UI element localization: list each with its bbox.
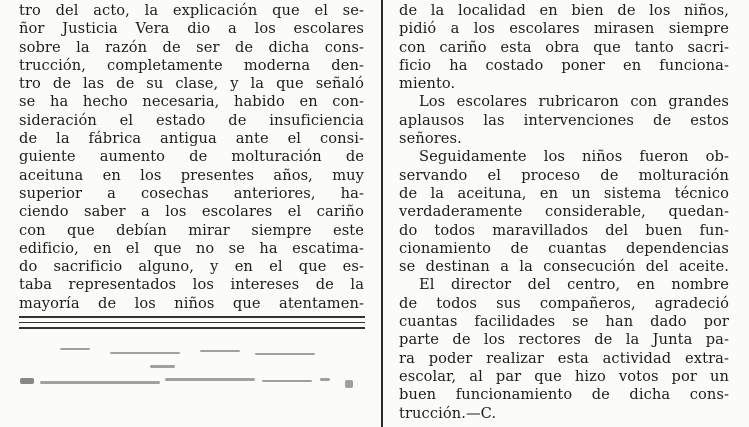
section-divider-rule-lower — [19, 327, 365, 329]
right-line-8: señores. — [399, 130, 462, 148]
section-divider-rule-thin — [19, 322, 365, 323]
left-line-15: do sacrificio alguno, y en el que es- — [19, 258, 364, 276]
right-line-2: pidió a los escolares mirasen siempre — [399, 20, 729, 38]
right-line-16: El director del centro, en nombre — [419, 276, 729, 294]
left-line-17: mayoría de los niños que atentamen- — [19, 294, 364, 312]
left-line-9: guiente aumento de molturación de — [19, 148, 364, 166]
right-line-19: parte de los rectores de la Junta pa- — [399, 331, 729, 349]
left-column — [19, 2, 364, 313]
right-line-13: do todos maravillados del buen fun- — [399, 221, 729, 239]
left-line-3: sobre la razón de ser de dicha cons- — [19, 38, 364, 56]
right-line-1: de la localidad en bien de los niños, — [399, 2, 729, 19]
left-line-6: se ha hecho necesaria, habido en con- — [19, 93, 364, 111]
left-line-8: de la fábrica antigua ante el consi- — [19, 130, 364, 148]
left-line-1: tro del acto, la explicación que el se- — [19, 2, 364, 19]
left-line-5: tro de las de su clase, y la que señaló — [19, 75, 364, 93]
right-line-12: verdaderamente considerable, quedan- — [399, 203, 729, 221]
right-line-9: Seguidamente los niños fueron ob- — [419, 148, 729, 166]
right-line-4: ficio ha costado poner en funciona- — [399, 56, 729, 74]
right-line-17: de todos sus compañeros, agradeció — [399, 294, 729, 312]
right-column — [399, 2, 729, 423]
right-line-22: buen funcionamiento de dicha cons- — [399, 386, 729, 404]
right-line-5: miento. — [399, 75, 456, 93]
section-divider-rule — [19, 316, 365, 318]
right-line-20: ra poder realizar esta actividad extra- — [399, 349, 729, 367]
right-line-15: se destinan a la consecución del aceite. — [399, 258, 729, 276]
left-line-11: superior a cosechas anteriores, ha- — [19, 184, 364, 202]
column-separator — [381, 0, 383, 427]
left-line-7: sideración el estado de insuficiencia — [19, 111, 364, 129]
right-line-6: Los escolares rubricaron con grandes — [419, 93, 729, 111]
right-line-3: con cariño esta obra que tanto sacri- — [399, 38, 729, 56]
left-line-12: ciendo saber a los escolares el cariño — [19, 203, 364, 221]
right-line-11: de la aceituna, en un sistema técnico — [399, 184, 729, 202]
right-line-18: cuantas facilidades se han dado por — [399, 313, 729, 331]
left-line-13: con que debían mirar siempre este — [19, 221, 364, 239]
right-line-7: aplausos las intervenciones de estos — [399, 111, 729, 129]
right-line-10: servando el proceso de molturación — [399, 166, 729, 184]
right-line-23: trucción.—C. — [399, 404, 497, 422]
right-line-21: escolar, al par que hizo votos por un — [399, 367, 729, 385]
left-line-16: taba representados los intereses de la — [19, 276, 364, 294]
left-line-4: trucción, completamente moderna den- — [19, 56, 364, 74]
left-line-14: edificio, en el que no se ha escatima- — [19, 239, 364, 257]
right-line-14: cionamiento de cuantas dependencias — [399, 239, 729, 257]
left-line-10: aceituna en los presentes años, muy — [19, 166, 364, 184]
left-line-2: ñor Justicia Vera dio a los escolares — [19, 20, 364, 38]
